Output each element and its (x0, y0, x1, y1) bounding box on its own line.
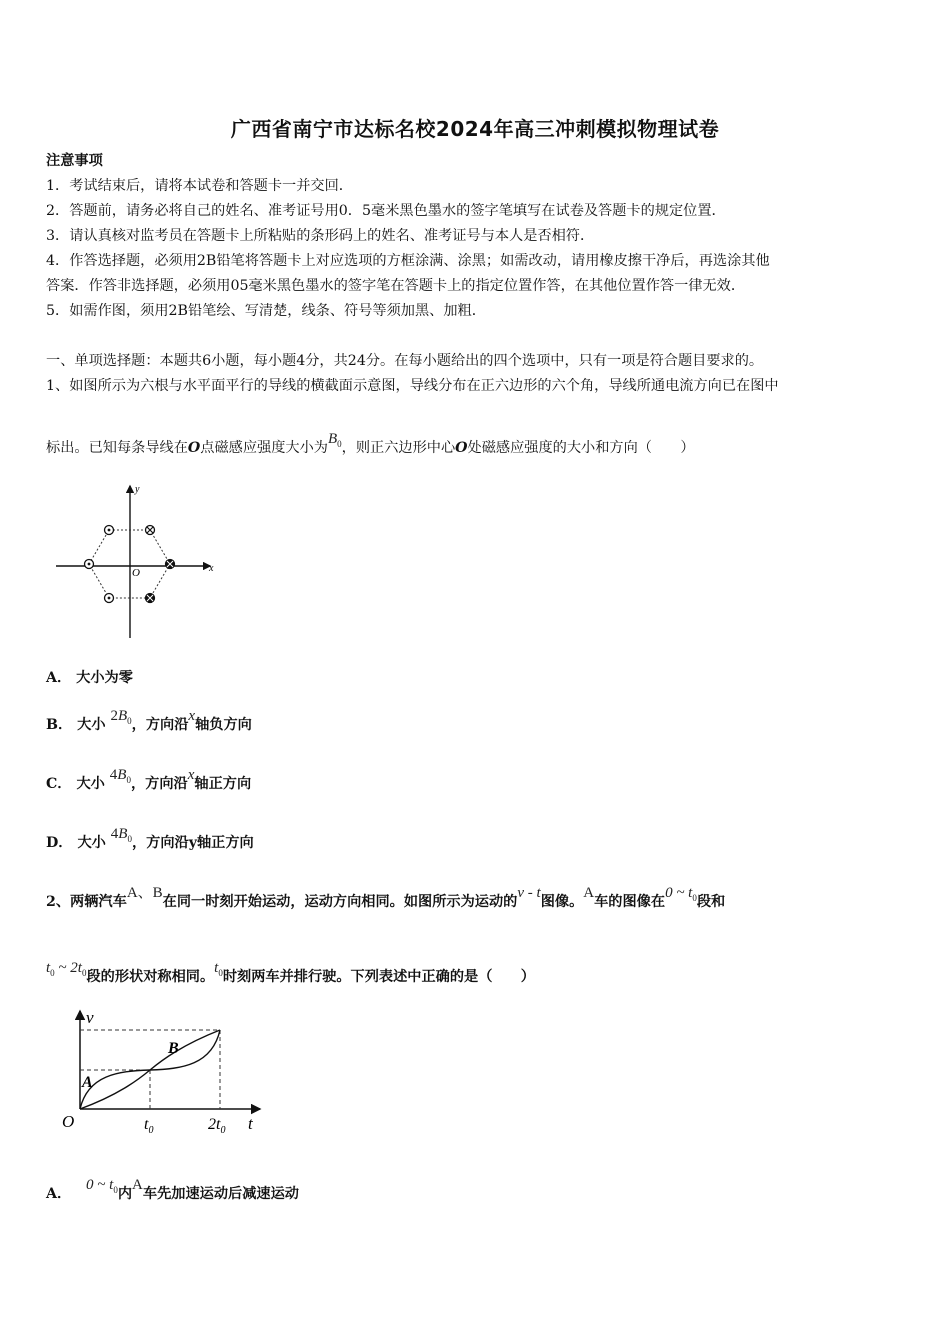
y-axis-label: y (135, 484, 140, 495)
notice-item: 1．考试结束后，请将本试卷和答题卡一并交回． (46, 178, 353, 194)
section-heading: 一、单项选择题：本题共6小题，每小题4分，共24分。在每小题给出的四个选项中，只有一项是符合题目要求的。 (46, 353, 764, 369)
wire-cross-icon (166, 560, 175, 569)
q2-line1: 2、两辆汽车A、B在同一时刻开始运动，运动方向相同。如图所示为运动的v - t图像。A车的图像在0 ~ $t_0$段和 (46, 885, 726, 910)
notice-item: 5．如需作图，须用2B铅笔绘、写清楚，线条、符号等须加黑、加粗． (46, 303, 486, 319)
wire-dot-icon (105, 526, 114, 535)
curve-a-label: A (82, 1074, 93, 1091)
origin-label: O (132, 567, 140, 579)
q1-line1: 1、如图所示为六根与水平面平行的导线的横截面示意图，导线分布在正六边形的六个角，导线所通电流方向已在图中 (46, 378, 779, 394)
notice-heading: 注意事项 (46, 153, 103, 169)
page-title: 广西省南宁市达标名校2024年高三冲刺模拟物理试卷 (230, 117, 720, 141)
q1-option-a[interactable]: A． 大小为零 (46, 670, 133, 686)
x-axis-label: x (209, 563, 214, 574)
wire-dot-icon (85, 560, 94, 569)
wire-cross-icon (146, 594, 155, 603)
t-axis-label: t (248, 1114, 253, 1133)
notice-item: 答案．作答非选择题，必须用05毫米黑色墨水的签字笔在答题卡上的指定位置作答，在其他位置作答一律无效． (46, 278, 746, 294)
2t0-tick-label: $2t_0$ (208, 1116, 226, 1136)
origin-label: O (62, 1112, 75, 1131)
notice-item: 3．请认真核对监考员在答题卡上所粘贴的条形码上的姓名、准考证号与本人是否相符． (46, 228, 595, 244)
notice-item: 4．作答选择题，必须用2B铅笔将答题卡上对应选项的方框涂满、涂黑；如需改动，请用橡皮擦干净后，再选涂其他 (46, 253, 770, 269)
wire-dot-icon (105, 594, 114, 603)
q1-hexagon-figure (52, 480, 222, 642)
q1-option-b[interactable]: B． 大小 $2B_0$，方向沿x轴负方向 (46, 708, 252, 733)
q2-line2: $t_0$ ~ $2t_0$段的形状对称相同。$t_0$时刻两车并排行驶。下列表述中正确的是（ ） (46, 960, 535, 985)
wire-cross-icon (146, 526, 155, 535)
curve-b-label: B (168, 1040, 179, 1057)
v-axis-label: v (86, 1008, 94, 1027)
q2-vt-figure (58, 1005, 273, 1145)
notice-item: 2．答题前，请务必将自己的姓名、准考证号用0．5毫米黑色墨水的签字笔填写在试卷及答题卡的规定位置． (46, 203, 726, 219)
q1-option-c[interactable]: C． 大小 $4B_0$，方向沿x轴正方向 (46, 767, 252, 792)
t0-tick-label: $t_0$ (144, 1116, 154, 1136)
q2-option-a[interactable]: A． 0 ~ $t_0$内A车先加速运动后减速运动 (46, 1177, 299, 1202)
q1-option-d[interactable]: D． 大小 $4B_0$，方向沿y轴正方向 (46, 826, 254, 851)
b0-symbol: $B_0$ (327, 431, 342, 449)
q1-line2: 标出。已知每条导线在O点磁感应强度大小为$B_0$，则正六边形中心O处磁感应强度的大小和方向（ ） (46, 431, 695, 456)
